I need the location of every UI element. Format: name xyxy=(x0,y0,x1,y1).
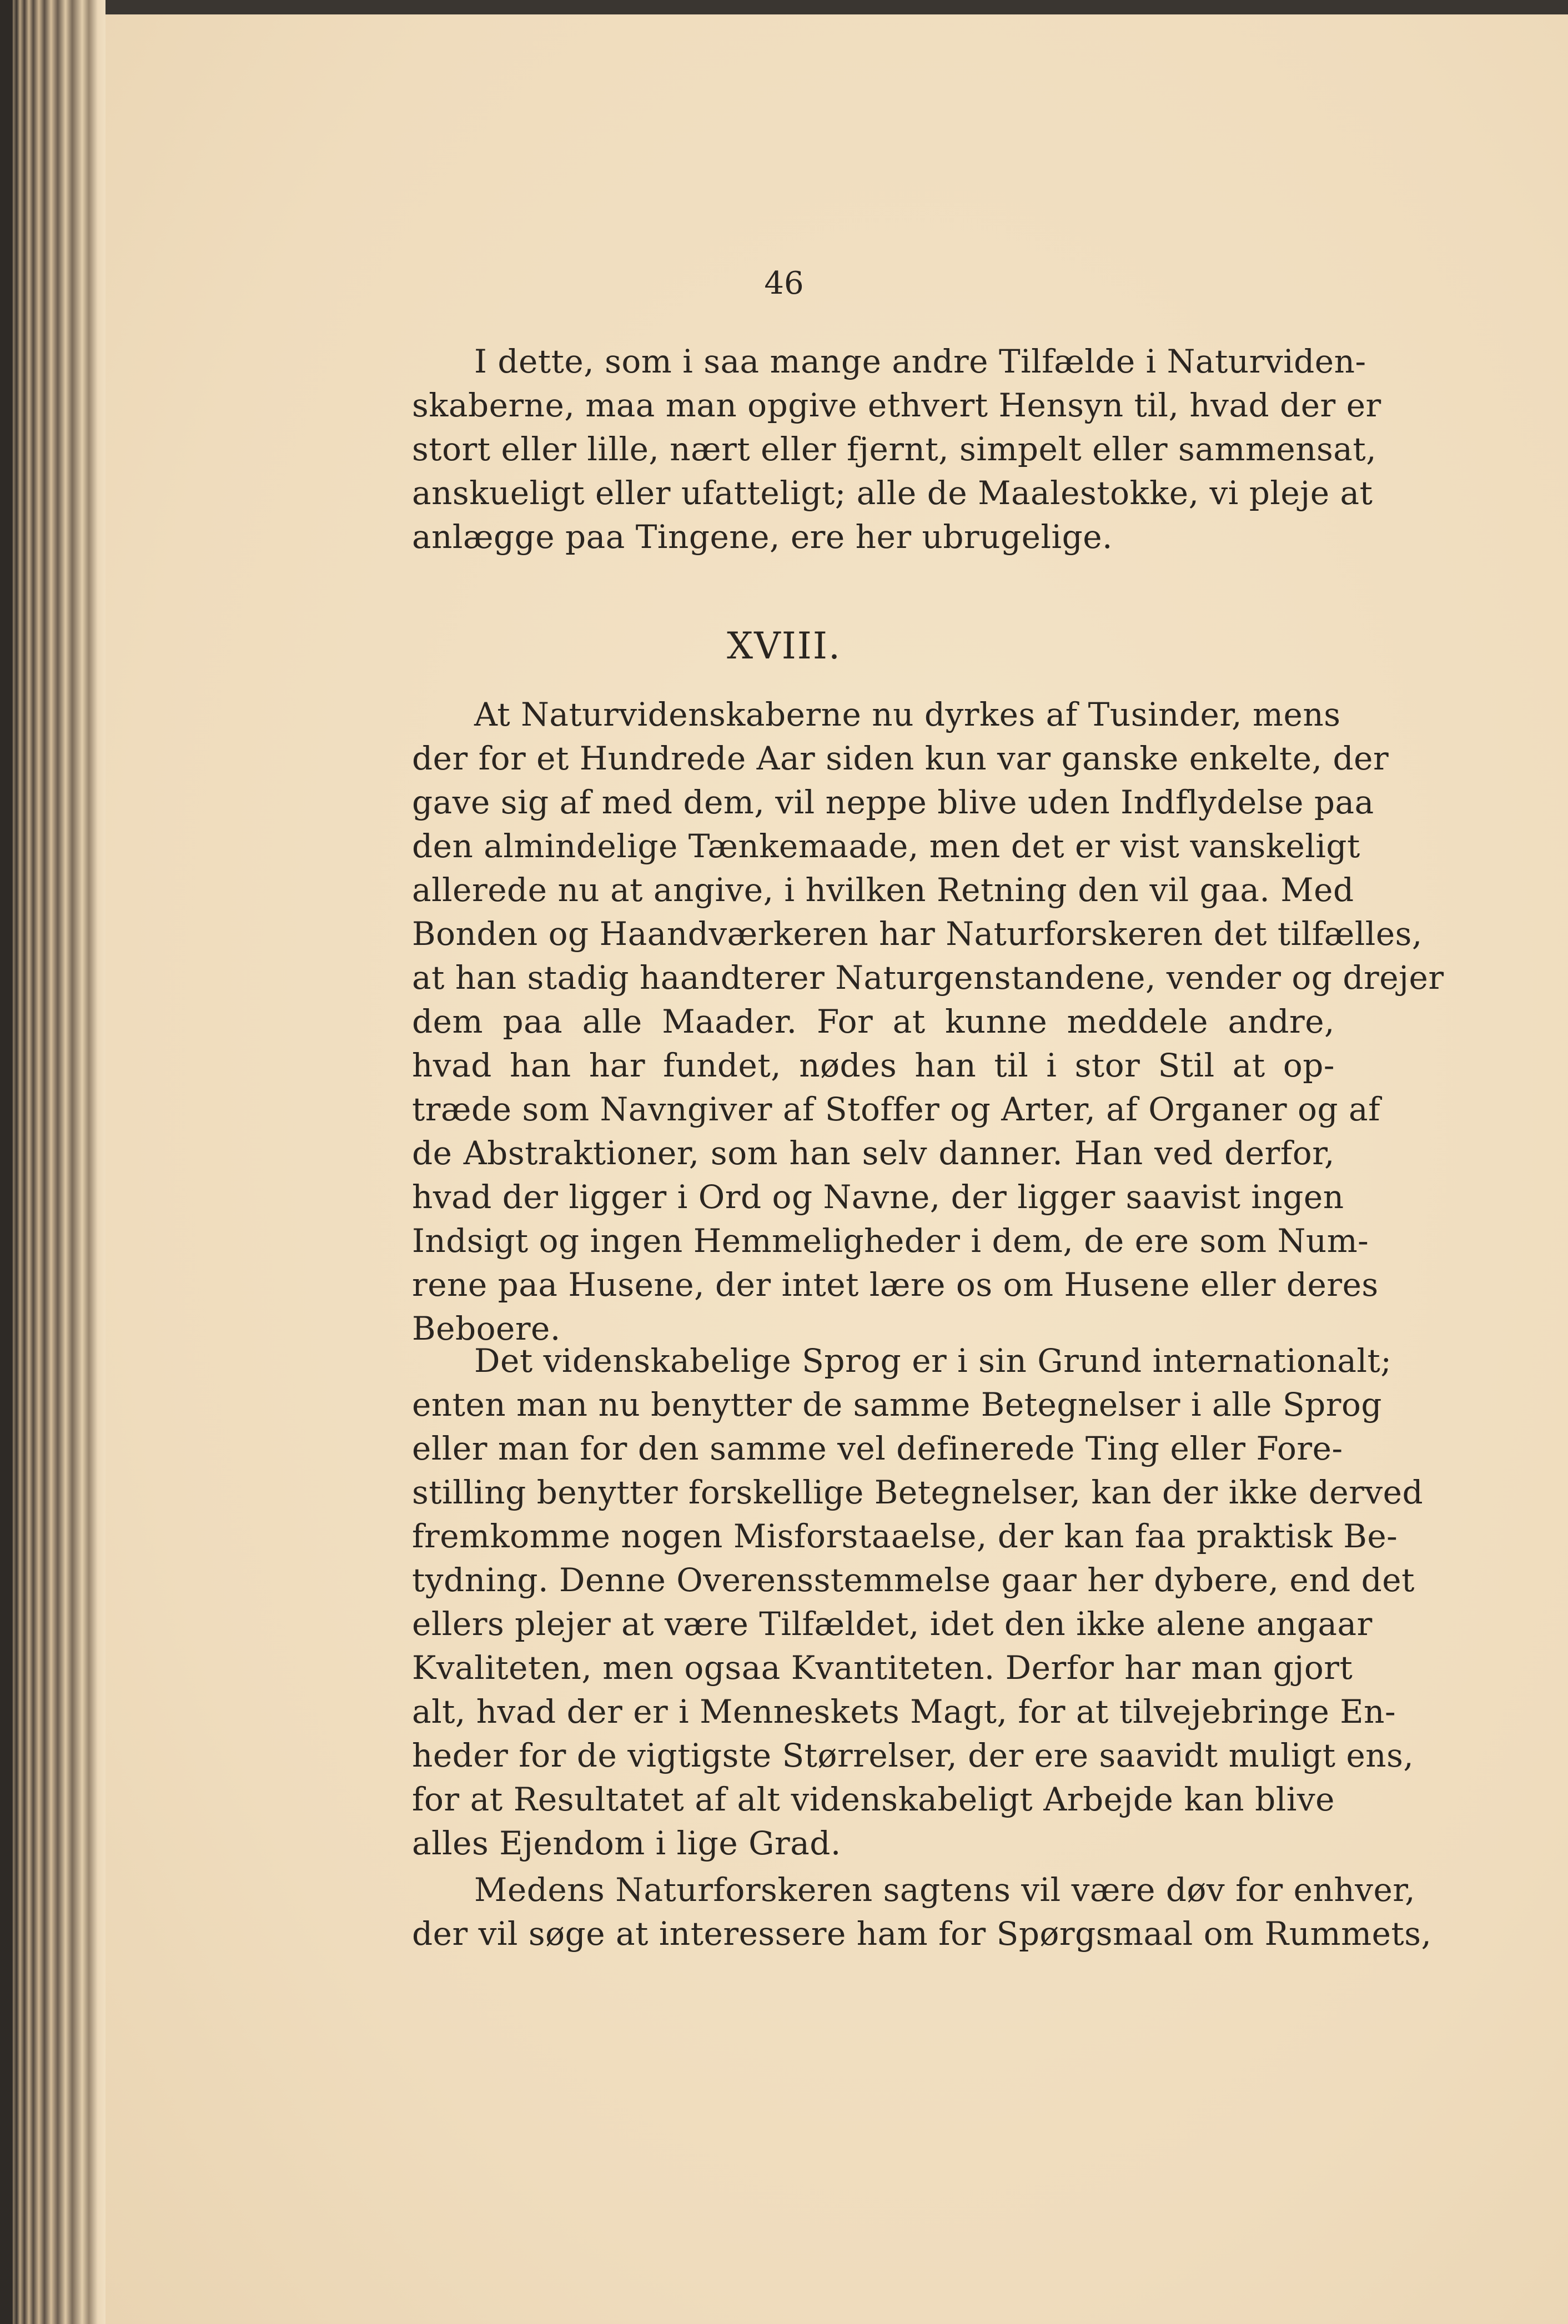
text-line: anlægge paa Tingene, ere her ubrugelige. xyxy=(412,518,1113,556)
text-line: der vil søge at interessere ham for Spørgsmaal om Rummets, xyxy=(412,1915,1432,1953)
text-line: de Abstraktioner, som han selv danner. Han ved derfor, xyxy=(412,1134,1335,1172)
text-line: der for et Hundrede Aar siden kun var ganske enkelte, der xyxy=(412,740,1389,777)
text-line: hvad der ligger i Ord og Navne, der ligger saavist ingen xyxy=(412,1178,1344,1216)
text-line: I dette, som i saa mange andre Tilfælde i Naturviden- xyxy=(474,343,1366,380)
text-line: heder for de vigtigste Størrelser, der ere saavidt muligt ens, xyxy=(412,1737,1414,1774)
text-line: eller man for den samme vel definerede Ting eller Fore- xyxy=(412,1430,1343,1467)
text-line: skaberne, maa man opgive ethvert Hensyn til, hvad der er xyxy=(412,386,1381,424)
paragraph-4 xyxy=(412,1868,1432,1956)
scan-top-border xyxy=(0,0,1568,14)
text-line: dem paa alle Maader. For at kunne meddele andre, xyxy=(412,1003,1335,1040)
text-line: stort eller lille, nært eller fjernt, simpelt eller sammensat, xyxy=(412,430,1377,468)
text-line: gave sig af med dem, vil neppe blive uden Indflydelse paa xyxy=(412,783,1374,821)
text-line: Det videnskabelige Sprog er i sin Grund internationalt; xyxy=(474,1342,1392,1380)
paragraph-2 xyxy=(412,693,1444,1351)
text-line: den almindelige Tænkemaade, men det er vist vanskeligt xyxy=(412,827,1360,865)
page-number: 46 xyxy=(764,265,804,301)
text-line: for at Resultatet af alt videnskabeligt Arbejde kan blive xyxy=(412,1780,1335,1818)
text-line: tydning. Denne Overensstemmelse gaar her dybere, end det xyxy=(412,1561,1415,1599)
text-line: alt, hvad der er i Menneskets Magt, for at tilvejebringe En- xyxy=(412,1693,1396,1731)
text-line: enten man nu benytter de samme Betegnelser i alle Sprog xyxy=(412,1386,1383,1423)
text-line: Indsigt og ingen Hemmeligheder i dem, de ere som Num- xyxy=(412,1222,1369,1260)
paragraph-3 xyxy=(412,1339,1424,1865)
text-line: fremkomme nogen Misforstaaelse, der kan faa praktisk Be- xyxy=(412,1517,1398,1555)
text-line: allerede nu at angive, i hvilken Retning den vil gaa. Med xyxy=(412,871,1354,909)
text-line: rene paa Husene, der intet lære os om Husene eller deres xyxy=(412,1266,1379,1304)
section-heading: XVIII. xyxy=(727,625,841,667)
text-line: ellers plejer at være Tilfældet, idet den ikke alene angaar xyxy=(412,1605,1373,1643)
text-line: at han stadig haandterer Naturgenstandene, vender og drejer xyxy=(412,959,1444,997)
text-line: anskueligt eller ufatteligt; alle de Maalestokke, vi pleje at xyxy=(412,474,1373,512)
text-line: træde som Navngiver af Stoffer og Arter, af Organer og af xyxy=(412,1090,1381,1128)
text-line: Bonden og Haandværkeren har Naturforskeren det tilfælles, xyxy=(412,915,1423,953)
text-line: Medens Naturforskeren sagtens vil være døv for enhver, xyxy=(474,1871,1416,1909)
text-line: At Naturvidenskaberne nu dyrkes af Tusinder, mens xyxy=(474,696,1341,733)
text-line: alles Ejendom i lige Grad. xyxy=(412,1824,841,1862)
paragraph-1 xyxy=(412,340,1381,559)
text-line: hvad han har fundet, nødes han til i stor Stil at op- xyxy=(412,1047,1335,1084)
text-line: Kvaliteten, men ogsaa Kvantiteten. Derfor har man gjort xyxy=(412,1649,1353,1687)
book-page-edges xyxy=(0,0,105,2324)
text-line: stilling benytter forskellige Betegnelser, kan der ikke derved xyxy=(412,1473,1424,1511)
text-line: Beboere. xyxy=(412,1310,561,1347)
